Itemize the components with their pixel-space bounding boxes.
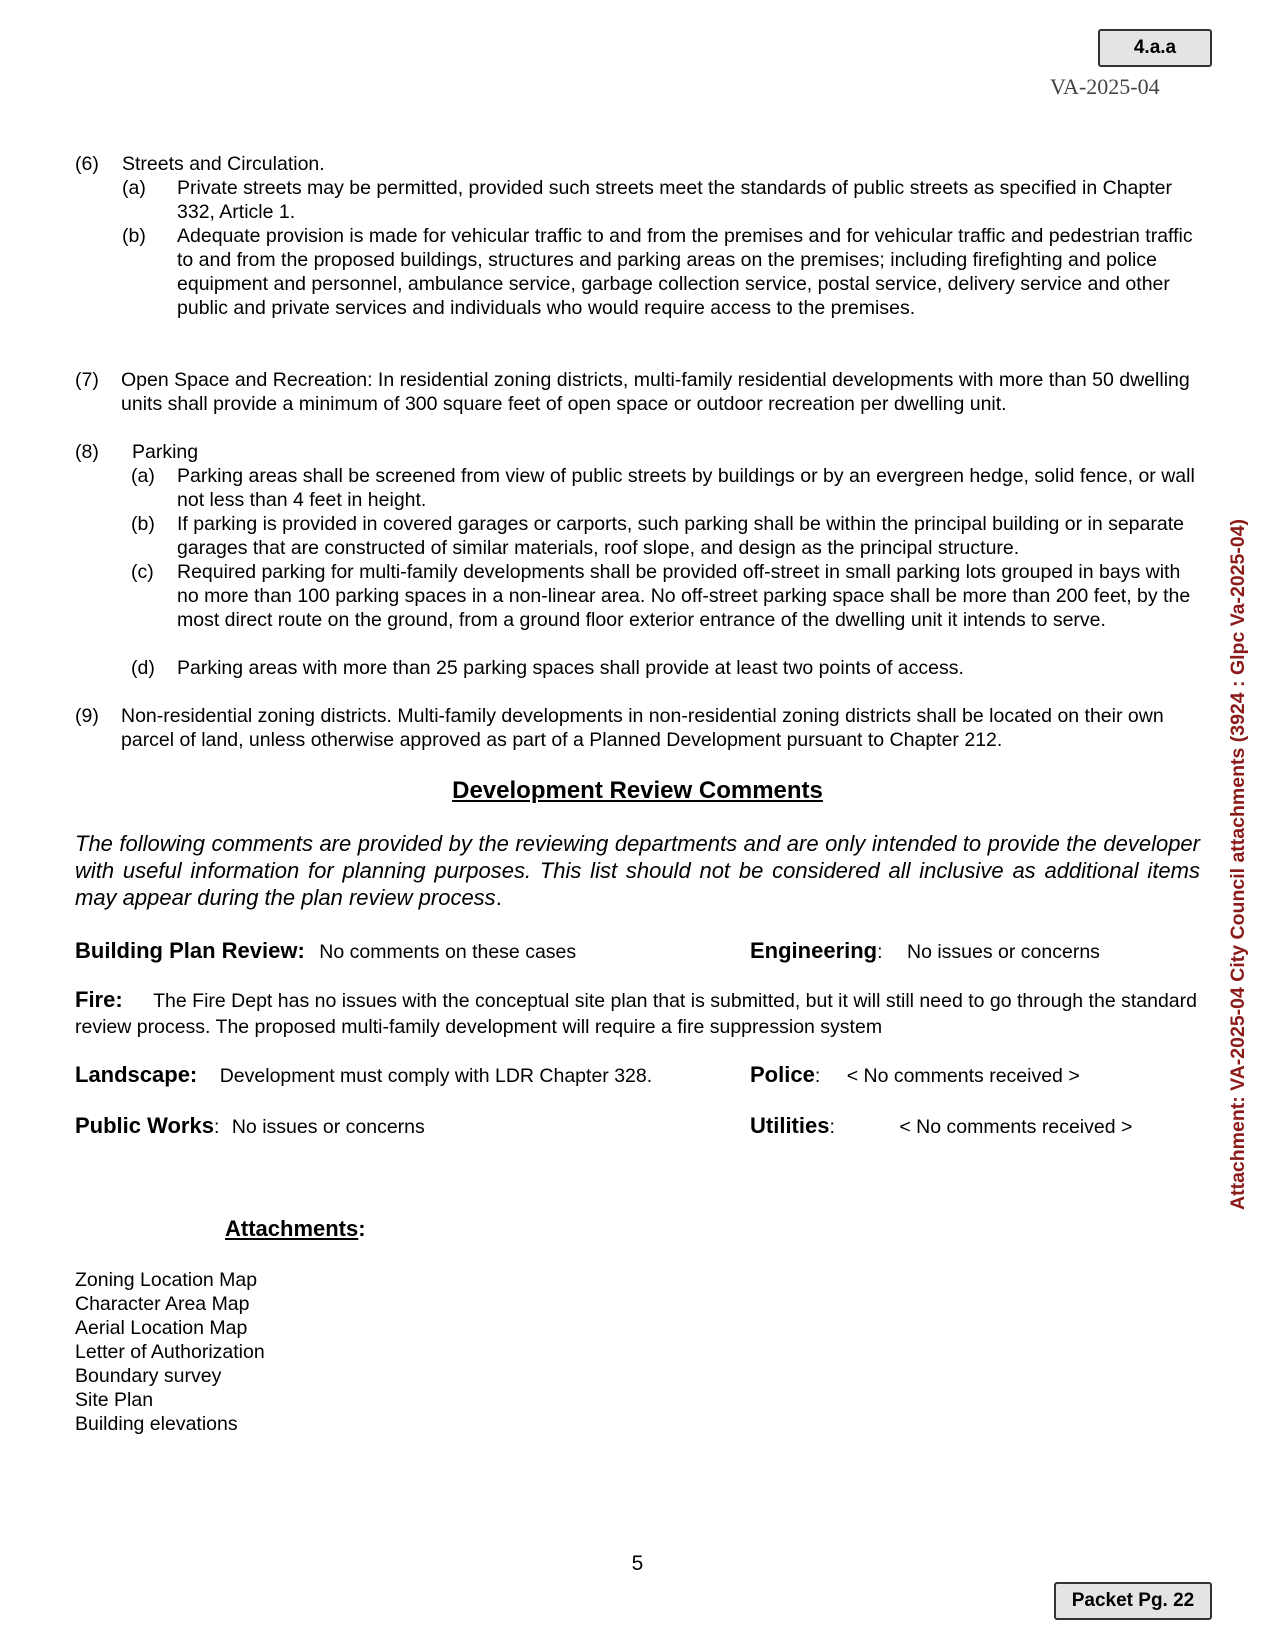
comment-utilities	[750, 1113, 1132, 1139]
attachment-side-note: Attachment: VA-2025-04 City Council attachments (3924 : Glpc Va-2025-04)	[1227, 518, 1249, 1210]
section-number: (9)	[75, 705, 99, 727]
comment-text: Development must comply with LDR Chapter 328.	[219, 1065, 653, 1087]
item-label: (c)	[131, 561, 154, 583]
case-id: VA-2025-04	[1050, 74, 1160, 99]
comment-label: Landscape:	[75, 1062, 198, 1087]
comment-text: No comments on these cases	[319, 941, 577, 963]
attachments-title	[225, 1216, 366, 1242]
item-label: (b)	[131, 513, 155, 535]
item-text: Parking areas with more than 25 parking spaces shall provide at least two points of access.	[177, 657, 964, 679]
comment-text: The Fire Dept has no issues with the conceptual site plan that is submitted, but it will still need to go through the standard review process. The proposed multi-family development will require a fire suppression system	[75, 990, 1197, 1038]
attachments-list	[75, 1268, 265, 1436]
attachments-title-text: Attachments	[225, 1216, 359, 1241]
packet-page: Packet Pg. 22	[1054, 1582, 1212, 1620]
comment-landscape	[75, 1062, 652, 1088]
attachment-item: Letter of Authorization	[75, 1341, 265, 1363]
item-text: Adequate provision is made for vehicular traffic to and from the premises and for vehicular traffic and pedestrian traffic to and from the proposed buildings, structures and parking areas on the premises; including firefighting and police equipment and personnel, ambulance service, garbage collection service, postal service, delivery service and other public and private services and individuals who would require access to the premises.	[177, 225, 1193, 319]
item-text: Parking areas shall be screened from view of public streets by buildings or by an evergreen hedge, solid fence, or wall not less than 4 feet in height.	[177, 465, 1195, 511]
attachment-item: Site Plan	[75, 1389, 154, 1411]
item-text: Required parking for multi-family developments shall be provided off-street in small parking lots grouped in bays with no more than 100 parking spaces in a non-linear area. No off-street parking space shall be more than 200 feet, by the most direct route on the ground, from a ground floor exterior entrance of the dwelling unit it intends to serve.	[177, 561, 1191, 631]
attachment-item: Boundary survey	[75, 1365, 222, 1387]
attachment-item: Building elevations	[75, 1413, 238, 1435]
comment-sep: :	[877, 941, 883, 963]
attachment-item: Zoning Location Map	[75, 1269, 258, 1291]
comment-label: Utilities	[750, 1113, 830, 1138]
section-number: (8)	[75, 441, 99, 463]
item-text: If parking is provided in covered garages or carports, such parking shall be within the principal building or in separate garages that are constructed of similar materials, roof slope, and design as the principal structure.	[177, 513, 1184, 559]
attachment-item: Aerial Location Map	[75, 1317, 248, 1339]
comment-sep: :	[213, 1116, 220, 1138]
comment-label: Fire:	[75, 987, 123, 1012]
item-text: Private streets may be permitted, provided such streets meet the standards of public streets as specified in Chapter 332, Article 1.	[177, 177, 1172, 223]
section-number: (6)	[75, 153, 99, 175]
comment-building	[75, 938, 576, 964]
item-label: (b)	[122, 225, 146, 247]
comment-public-works	[75, 1113, 425, 1139]
section-title: Streets and Circulation.	[122, 153, 325, 175]
review-intro-period: .	[495, 885, 502, 910]
comment-sep: :	[829, 1116, 835, 1138]
comment-fire	[75, 988, 1203, 1041]
section-text: Open Space and Recreation: In residential zoning districts, multi-family residential developments with more than 50 dwelling units shall provide a minimum of 300 square feet of open space or outdoor recreation per dwelling unit.	[121, 369, 1190, 415]
comment-engineering	[750, 938, 1100, 964]
comment-text: < No comments received >	[899, 1116, 1133, 1138]
item-label: (a)	[122, 177, 146, 199]
review-heading: Development Review Comments	[452, 777, 823, 804]
comment-label: Building Plan Review:	[75, 938, 305, 963]
comment-police	[750, 1062, 1080, 1088]
comment-label: Engineering	[750, 938, 878, 963]
comment-text: < No comments received >	[846, 1065, 1080, 1087]
review-intro-text: The following comments are provided by the reviewing departments and are only intended to provide the developer with useful information for planning purposes. This list should not be considered all inclusive as additional items may appear during the plan review process	[75, 831, 1200, 910]
attachment-item: Character Area Map	[75, 1293, 250, 1315]
comment-text: No issues or concerns	[231, 1116, 425, 1138]
item-label: (a)	[131, 465, 155, 487]
section-title: Parking	[132, 441, 199, 463]
page-tag: 4.a.a	[1098, 29, 1212, 67]
section-text: Non-residential zoning districts. Multi-family developments in non-residential zoning districts shall be located on their own parcel of land, unless otherwise approved as part of a Planned Development pursuant to Chapter 212.	[121, 705, 1164, 751]
page-number: 5	[631, 1552, 644, 1575]
comment-text: No issues or concerns	[907, 941, 1100, 963]
comment-sep: :	[814, 1065, 821, 1087]
attachments-colon: :	[358, 1216, 366, 1241]
comment-label: Police	[750, 1062, 815, 1087]
section-number: (7)	[75, 369, 99, 391]
review-intro	[75, 830, 1200, 911]
item-label: (d)	[131, 657, 155, 679]
comment-label: Public Works	[75, 1113, 214, 1138]
